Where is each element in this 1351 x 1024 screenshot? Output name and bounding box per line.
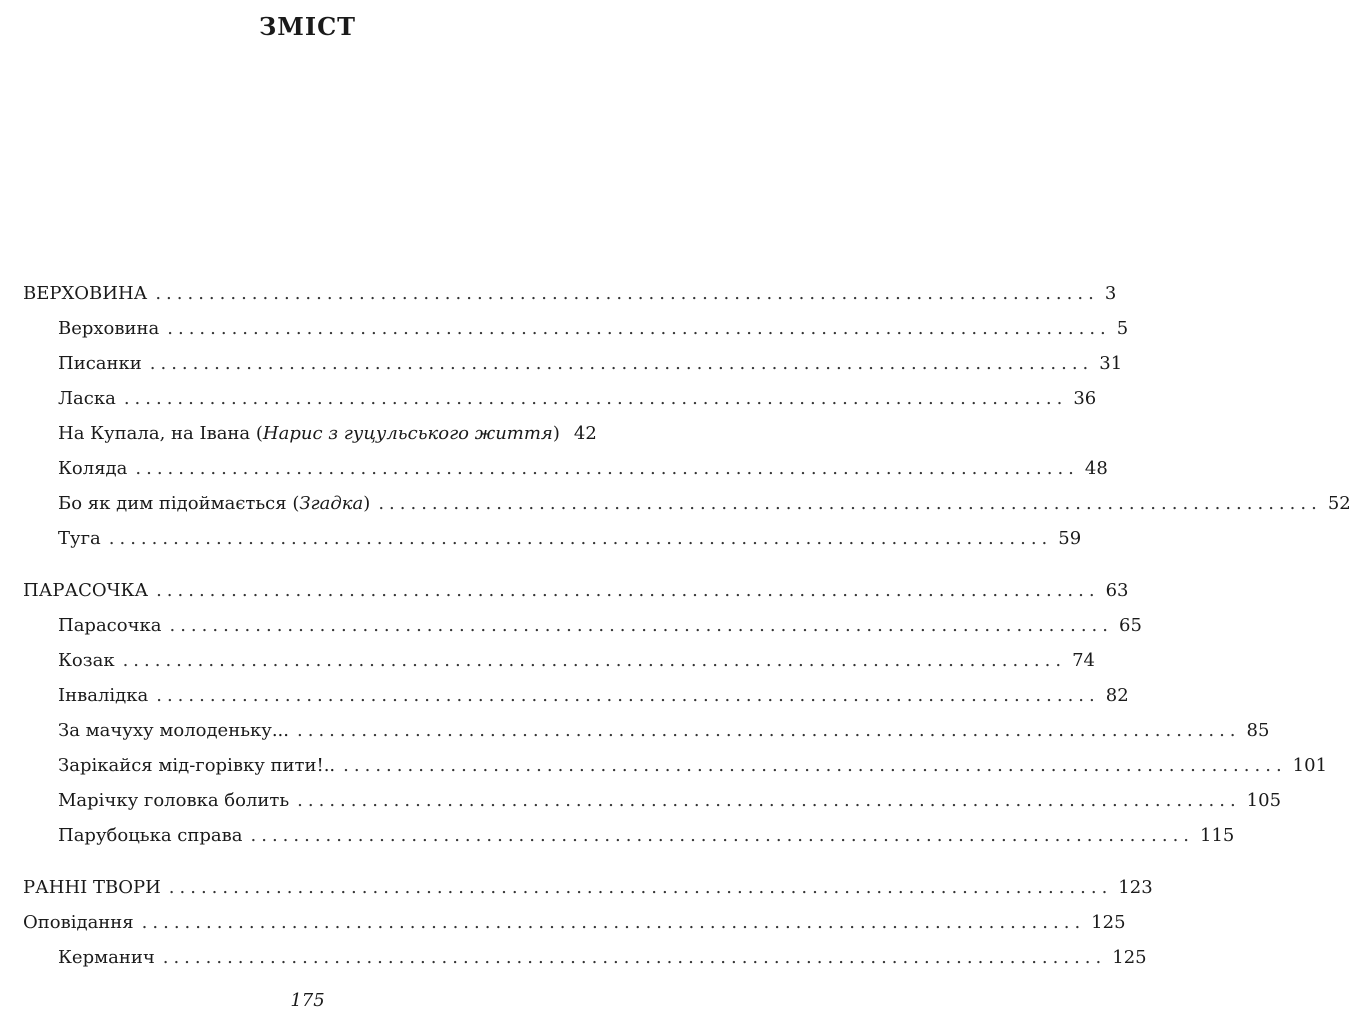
toc-entry-page: 74 [1072,650,1095,671]
toc-entry-label: Туга [58,528,101,549]
leader-dots: ........................................................................................ [149,353,1094,374]
toc-entry-page: 105 [1246,790,1282,811]
toc-entry-page: 5 [1116,318,1129,339]
toc-entry-page: 125 [1112,947,1147,968]
toc-entry-page: 65 [1119,615,1142,636]
leader-dots: ........................................................................................ [343,755,1287,776]
toc-entry-label: Коляда [58,458,128,479]
page-number: 175 [290,990,325,1011]
toc-entry-label: Ласка [58,388,116,409]
leader-dots: ........................................................................................ [156,580,1100,601]
toc-entry[interactable] [58,493,1351,514]
toc-section-entry[interactable] [23,877,1153,898]
toc-entry-page: 31 [1099,353,1123,374]
leader-dots: ........................................................................................ [155,283,1099,304]
toc-entry-page: 3 [1104,283,1117,304]
toc-entry-subtitle: Нарис з гуцульського життя [262,423,553,444]
leader-dots: ........................................................................................ [122,650,1067,671]
toc-subsection-entry[interactable] [23,912,1126,933]
toc-entry-page: 123 [1118,877,1153,898]
leader-dots: ........................................................................................ [168,877,1113,898]
toc-entry[interactable] [58,353,1123,374]
page-title: ЗМІСТ [258,12,357,41]
toc-entry[interactable] [58,615,1142,636]
toc-entry[interactable] [58,458,1108,479]
leader-dots: ........................................................................................ [297,720,1241,741]
toc-entry[interactable] [58,755,1328,776]
toc-entry[interactable] [58,528,1082,549]
toc-entry-page: 63 [1105,580,1129,601]
toc-entry-label: Оповідання [23,912,134,933]
toc-entry-label: ПАРАСОЧКА [23,580,149,601]
toc-entry-label: Парасочка [58,615,162,636]
toc-entry-label: Писанки [58,353,142,374]
toc-section-entry[interactable] [23,580,1129,601]
toc-entry-page: 125 [1091,912,1126,933]
toc-entry-label: За мачуху молоденьку... [58,720,290,741]
leader-dots: ........................................................................................ [250,825,1195,846]
toc-entry-page: 115 [1200,825,1235,846]
toc-entry[interactable] [58,720,1270,741]
toc-entry-label: Інвалідка [58,685,149,706]
toc-entry-page: 85 [1246,720,1270,741]
toc-entry[interactable] [58,685,1129,706]
toc-entry-page: 101 [1292,755,1328,776]
toc-entry-label: Керманич [58,947,155,968]
toc-entry-label: РАННІ ТВОРИ [23,877,161,898]
toc-entry[interactable] [58,423,597,444]
toc-entry[interactable] [58,790,1282,811]
leader-dots: ........................................................................................ [167,318,1111,339]
toc-entry[interactable] [58,318,1129,339]
toc-entry[interactable] [58,388,1097,409]
leader-dots: ........................................................................................ [123,388,1068,409]
leader-dots: ........................................................................................ [135,458,1079,479]
leader-dots: ........................................................................................ [108,528,1053,549]
leader-dots: ........................................................................................ [378,493,1322,514]
toc-entry-subtitle: Згадка [299,493,364,514]
toc-entry-label: На Купала, на Івана (Нарис з гуцульського життя) [58,423,560,444]
toc-entry-label: Зарікайся мід-горівку пити!.. [58,755,336,776]
toc-entry-page: 82 [1105,685,1129,706]
toc-entry-label: Марічку головка болить [58,790,290,811]
toc-entry-label: Парубоцька справа [58,825,243,846]
toc-section-entry[interactable] [23,283,1117,304]
toc-entry-label: Верховина [58,318,160,339]
toc-entry-label: Бо як дим підоймається (Згадка) [58,493,371,514]
leader-dots: ........................................................................................ [162,947,1107,968]
toc-entry-label: Козак [58,650,115,671]
toc-entry-page: 52 [1327,493,1351,514]
toc-entry[interactable] [58,825,1235,846]
toc-entry[interactable] [58,947,1147,968]
leader-dots: ........................................................................................ [297,790,1241,811]
leader-dots: ........................................................................................ [156,685,1100,706]
toc-entry-page: 59 [1058,528,1082,549]
leader-dots: ........................................................................................ [169,615,1113,636]
toc-entry[interactable] [58,650,1095,671]
toc-entry-page: 42 [573,423,597,444]
toc-entry-page: 48 [1084,458,1108,479]
toc-entry-page: 36 [1073,388,1097,409]
leader-dots: ........................................................................................ [141,912,1086,933]
toc-entry-label: ВЕРХОВИНА [23,283,148,304]
